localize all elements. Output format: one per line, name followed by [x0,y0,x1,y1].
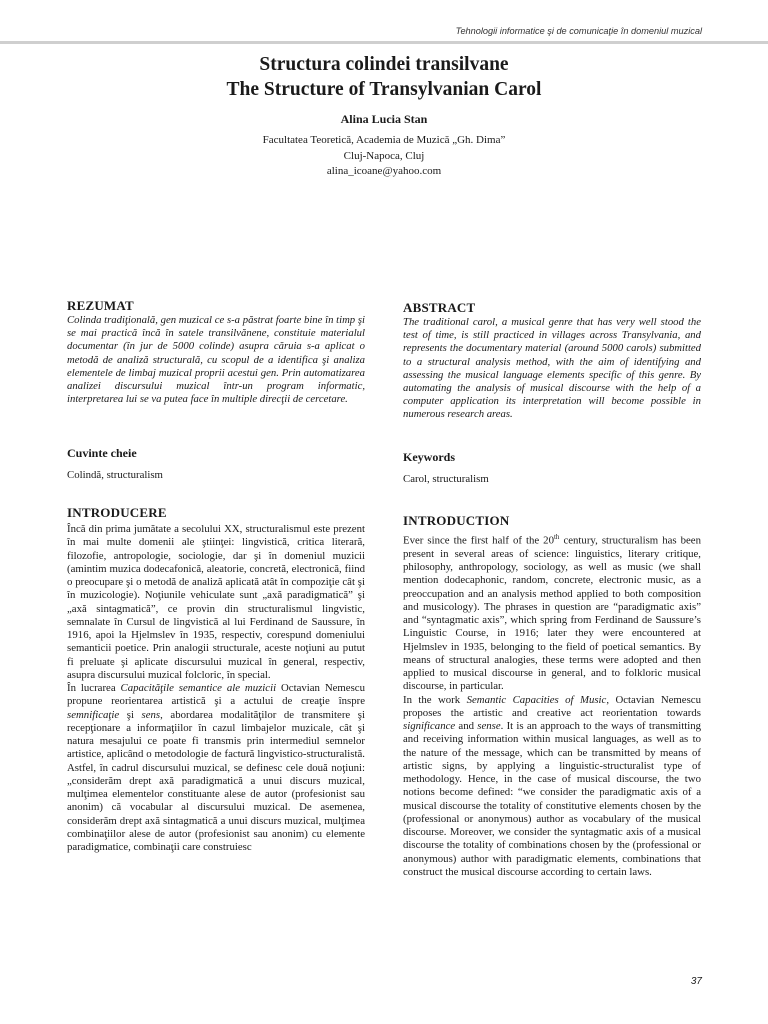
abstract-text: The traditional carol, a musical genre that has very well stood the test of time, is still practiced in villages across Transylvania, and represents the documentary material (around 5000 carols) submitted to a structural analysis method, with the aim of identifying and assessing the musical language elements specific of this genre. By automating the analysis of musical discourse with the help of a computer application its interpretation will become possible in numerous research areas. [403,316,701,421]
introduction-section [403,513,701,879]
affiliation-city: Cluj-Napoca, Cluj [343,149,425,162]
cuvinte-cheie-heading: Cuvinte cheie [67,446,137,460]
abstract-heading: ABSTRACT [403,300,476,315]
page-number: 37 [690,976,702,987]
title-block [0,52,768,180]
introduction-heading: INTRODUCTION [403,513,510,528]
author-affiliation [0,133,768,180]
author-email: alina_icoane@yahoo.com [326,165,442,177]
running-header: Tehnologii informatice şi de comunicaţie în domeniul muzical [455,26,702,36]
introduction-paragraph-1: Ever since the first half of the 20th century, structuralism has been present in several areas of science: linguistics, literary critique, philosophy, anthropology, sociology, as well as music (we shall mention dodecaphonic, random, concrete, electronic music, as a preoccupation and an analysis method applied to both composition and musicology). The phrases in question are “paradigmatic axis” and “syntagmatic axis”, which spring from Ferdinand de Saussure’s Linguistic Course, in 1916; later they were encountered at Hjelmslev in 1935, belonging to the field of poetical semantics. By means of structural analogies, these terms were adopted and then applied to musical discourse in general, and to folkloric musical discourse, in particular. [403,533,701,693]
cuvinte-cheie-section [67,446,365,481]
title-english: The Structure of Transylvanian Carol [226,79,542,100]
keywords-section [403,450,701,485]
introducere-paragraph-2: În lucrarea Capacităţile semantice ale muzicii Octavian Nemescu propune reorientarea artistică şi a actului de creaţie înspre semnificaţie şi sens, abordarea modalităţilor de transmitere şi recepţionare a informaţiilor în cazul limbajelor muzicale, cât şi natura mesajului ce poate fi transmis prin intermediul semnelor artistice, aplicând o metodologie de factură lingvistico-structuralistă. Astfel, în cadrul discursului muzical, se definesc cele două noţiuni: „considerăm drept axă paradigmatică a unui discurs muzical, mulţimea elementelor constituante alese de autor (profesionist sau anonim) că vocabular al discursului muzical. De asemenea, considerăm drept axă sintagmatică a unui discurs muzical, mulţimea combinaţiilor alese de autor (profesionist sau anonim) cu elemente paradigmatice, combinaţii care construiesc [67,682,365,853]
rezumat-heading: REZUMAT [67,298,134,313]
keywords-heading: Keywords [403,450,455,464]
author-name: Alina Lucia Stan [340,112,428,126]
introduction-paragraph-2: In the work Semantic Capacities of Music, Octavian Nemescu proposes the artistic and creative act reorientation towards significance and sense. It is an approach to the ways of transmitting and receiving information within musical languages, as well as to the nature of the message, which can be transmitted by means of artistic signs, by applying a linguistic-structuralist type of methodology. Hence, in the case of musical discourse, the two notions become defined: “we consider the paradigmatic axis of a musical discourse the totality of constitutive elements chosen by the (professional or anonymous) author as vocabulary of the musical discourse. Moreover, we consider the syntagmatic axis of a musical discourse the totality of combinations chosen by the (professional or anonymous) author with paradigmatic elements, combinations that construct the musical discourse according to certain laws. [403,693,701,878]
introducere-section [67,505,365,854]
rezumat-section [67,298,365,406]
abstract-section [403,300,701,422]
cuvinte-cheie-text: Colindă, structuralism [67,469,163,481]
introducere-paragraph-1: Încă din prima jumătate a secolului XX, structuralismul este prezent în mai multe domenii ale ştiinţei: lingvistică, critica literară, filozofie, antropologie, sociologie, dar şi în domeniul muzicii (amintim muzica dodecafonică, aleatorie, concretă, electronică, fiind o preocupare şi o metodă de analiză aplicată atât în compoziţie cât şi în muzicologie). Noţiunile vehiculate sunt „axă paradigmatică” şi „axă sintagmatică”, ce provin din structuralismul lingvistic, semnalate în Cursul de lingvistică al lui Ferdinand de Saussure, în 1916, apoi la Hjelmslev în 1935, respectiv, corespund domeniului semanticii poetice. Prin analogii structurale, aceste noţiuni au putut fi preluate şi aplicate discursului muzical în general, respectiv, asupra discursului muzical folcloric, în special. [67,523,365,681]
affiliation-institution: Facultatea Teoretică, Academia de Muzică „Gh. Dima” [262,134,506,146]
header-rule [0,41,768,44]
title-romanian: Structura colindei transilvane [259,54,509,75]
introducere-heading: INTRODUCERE [67,505,167,520]
rezumat-text: Colinda tradiţională, gen muzical ce s-a păstrat foarte bine în timp şi se mai practică încă în satele transilvănene, constituie materialul documentar (în jur de 5000 colinde) asupra căruia s-a aplicat o metodă de analiză structurală, cu scopul de a identifica şi analiza elementele de limbaj muzical proprii acestui gen. Prin automatizarea analizei discursului muzical într-un program informatic, interpretarea lui se va putea face în multiple direcţii de cercetare. [67,314,365,406]
keywords-text: Carol, structuralism [403,473,489,485]
